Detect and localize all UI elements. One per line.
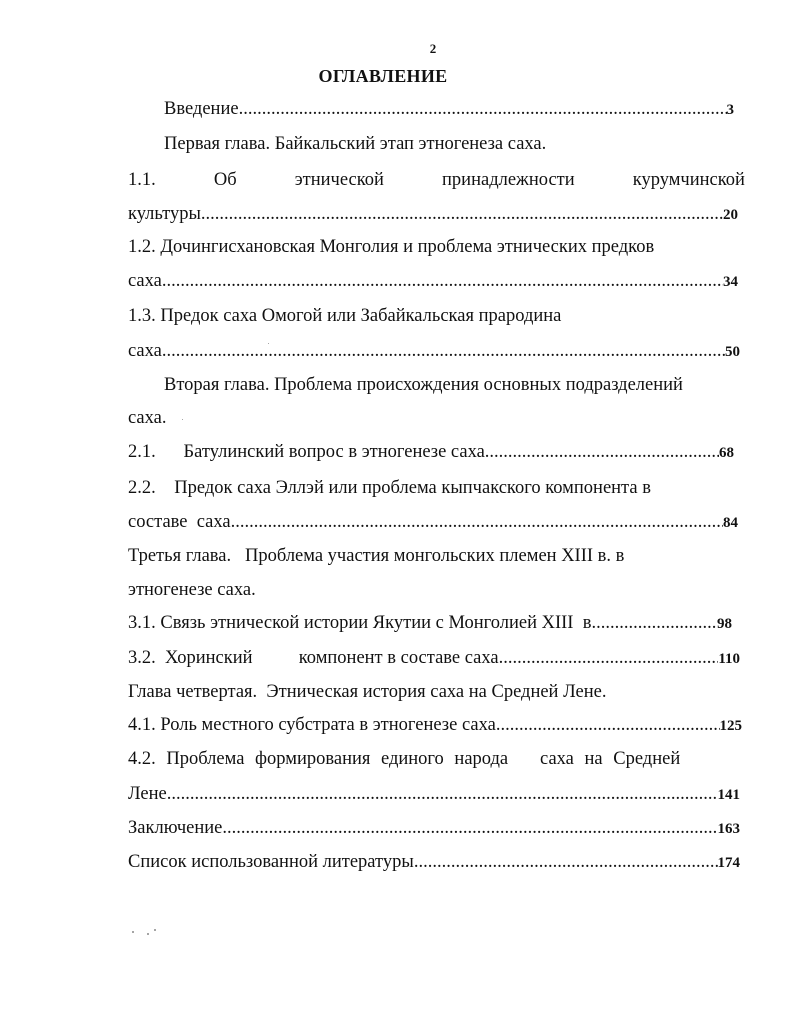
leader-dots	[414, 849, 718, 875]
scan-speck	[268, 343, 269, 344]
leader-dots	[162, 338, 725, 364]
toc-entry-1-1-cont	[128, 201, 738, 227]
toc-entry-4-1	[128, 712, 742, 738]
toc-word: принадлежности	[442, 170, 575, 190]
leader-dots	[591, 610, 717, 636]
toc-chapter-2: Вторая глава. Проблема происхождения основных подразделений	[164, 375, 683, 395]
toc-entry-label: составе саха	[128, 512, 231, 532]
toc-entry-label: 2.1. Батулинский вопрос в этногенезе саха	[128, 442, 485, 462]
toc-entry-1-2: 1.2. Дочингисхановская Монголия и проблема этнических предков	[128, 237, 655, 257]
toc-entry-label: саха	[128, 271, 162, 291]
toc-entry-label: Введение	[164, 99, 239, 119]
leader-dots	[167, 781, 718, 807]
toc-entry-references	[128, 849, 740, 875]
toc-page-number: 98	[717, 616, 732, 632]
scan-speck	[154, 929, 156, 931]
toc-page-number: 110	[718, 651, 740, 667]
page-title: ОГЛАВЛЕНИЕ	[318, 66, 448, 86]
toc-page-number: 84	[723, 515, 738, 531]
leader-dots	[162, 268, 723, 294]
scan-speck	[147, 933, 149, 935]
toc-entry-2-2: 2.2. Предок саха Эллэй или проблема кыпчакского компонента в	[128, 478, 651, 498]
scan-speck	[132, 931, 134, 933]
toc-entry-4-2-cont	[128, 781, 740, 807]
toc-entry-label: 3.1. Связь этнической истории Якутии с Монголией XIII в	[128, 613, 592, 633]
toc-entry-label: Список использованной литературы	[128, 852, 414, 872]
toc-page-number: 20	[723, 207, 738, 223]
toc-entry-1-2-cont	[128, 268, 738, 294]
toc-page-number: 125	[719, 718, 742, 734]
toc-page-number: 34	[723, 274, 738, 290]
toc-page-number: 141	[717, 787, 740, 803]
toc-chapter-1: Первая глава. Байкальский этап этногенеза саха.	[164, 134, 547, 154]
toc-entry-4-2: 4.2. Проблема формирования единого народа саха на Средней	[128, 749, 681, 769]
toc-entry-label: саха	[128, 341, 162, 361]
toc-entry-label: 4.1. Роль местного субстрата в этногенезе саха	[128, 715, 496, 735]
leader-dots	[222, 815, 717, 841]
toc-word: этнической	[294, 170, 384, 190]
toc-chapter-3: Третья глава. Проблема участия монгольских племен XIII в. в	[128, 546, 625, 566]
page-number: 2	[429, 41, 437, 56]
toc-entry-label: Лене	[128, 784, 167, 804]
leader-dots	[201, 201, 723, 227]
toc-entry-label: культуры	[128, 204, 201, 224]
toc-entry-conclusion	[128, 815, 740, 841]
toc-entry-1-1	[128, 167, 745, 193]
toc-entry-3-2	[128, 645, 740, 671]
leader-dots	[496, 712, 720, 738]
leader-dots	[239, 96, 727, 122]
leader-dots	[485, 439, 719, 465]
toc-page-number: 163	[717, 821, 740, 837]
leader-dots	[231, 509, 723, 535]
toc-entry-label: 3.2. Хоринский компонент в составе саха	[128, 648, 499, 668]
toc-word: Об	[213, 170, 237, 190]
toc-entry-label: Заключение	[128, 818, 223, 838]
toc-entry-3-1	[128, 610, 732, 636]
toc-page-number: 50	[725, 344, 740, 360]
toc-page-number: 68	[719, 445, 734, 461]
toc-page-number: 174	[717, 855, 740, 871]
toc-entry-1-3: 1.3. Предок саха Омогой или Забайкальская прародина	[128, 306, 562, 326]
toc-entry-intro	[164, 96, 734, 122]
toc-entry-2-2-cont	[128, 509, 738, 535]
toc-chapter-3-cont: этногенезе саха.	[128, 580, 256, 600]
toc-word: 1.1.	[128, 170, 156, 190]
scan-speck	[182, 419, 183, 420]
toc-chapter-2-cont: саха.	[128, 408, 167, 428]
toc-page-number: 3	[726, 102, 734, 118]
toc-entry-2-1	[128, 439, 734, 465]
toc-entry-1-3-cont	[128, 338, 740, 364]
leader-dots	[499, 645, 719, 671]
toc-chapter-4: Глава четвертая. Этническая история саха на Средней Лене.	[128, 682, 607, 702]
toc-word: курумчинской	[632, 170, 745, 190]
